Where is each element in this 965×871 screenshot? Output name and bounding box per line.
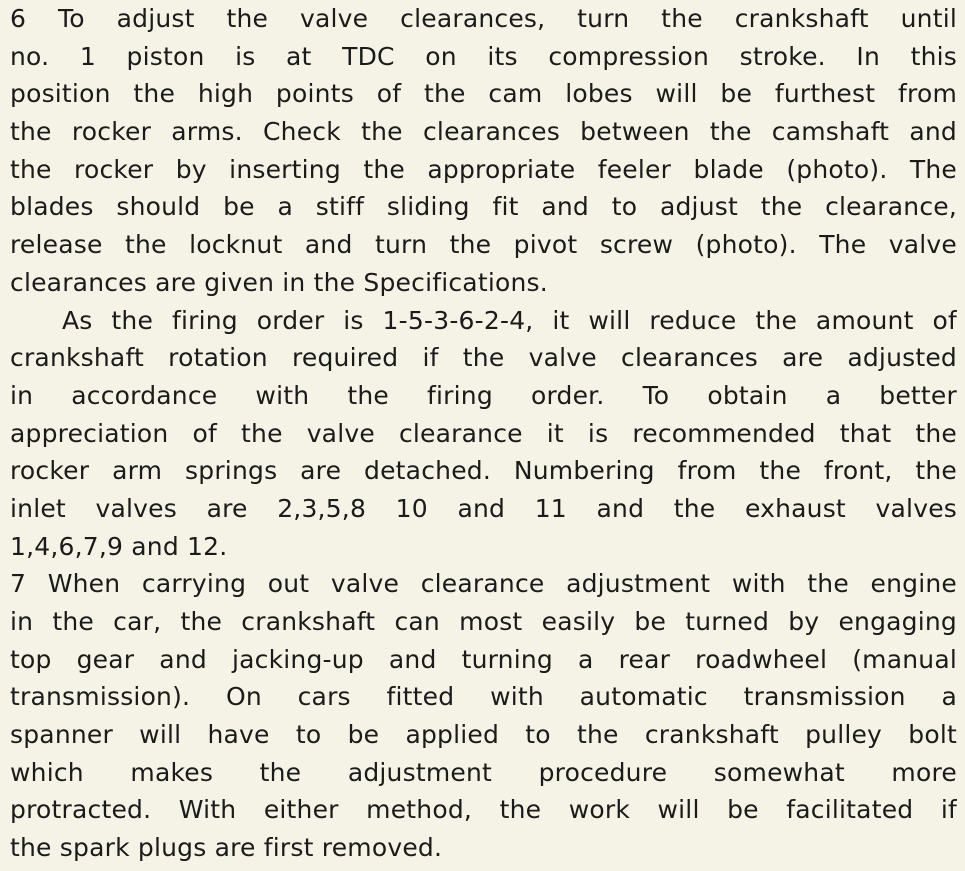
text-line: 1,4,6,7,9 and 12. <box>10 531 228 561</box>
text-line: position the high points of the cam lobes will be furthest from <box>10 79 957 109</box>
text-line: 6 To adjust the valve clearances, turn the crankshaft until <box>10 4 957 33</box>
text-line: rocker arm springs are detached. Numbering from the front, the <box>10 456 957 486</box>
text-line: appreciation of the valve clearance it is recommended that the <box>10 418 957 448</box>
text-line: crankshaft rotation required if the valve clearances are adjusted <box>10 343 957 373</box>
paragraph-step-7 <box>10 565 957 867</box>
paragraph-firing-order <box>10 302 957 566</box>
text-line: release the locknut and turn the pivot screw (photo). The valve <box>10 230 957 260</box>
text-line: in accordance with the firing order. To obtain a better <box>10 380 957 410</box>
text-line: As the firing order is 1-5-3-6-2-4, it will reduce the amount of <box>62 305 957 335</box>
paragraph-step-6 <box>10 0 957 302</box>
text-line: protracted. With either method, the work will be facilitated if <box>10 795 957 825</box>
text-line: top gear and jacking-up and turning a rear roadwheel (manual <box>10 644 957 674</box>
text-line: clearances are given in the Specifications. <box>10 267 548 297</box>
text-line: no. 1 piston is at TDC on its compression stroke. In this <box>10 41 957 71</box>
text-line: the rocker arms. Check the clearances between the camshaft and <box>10 117 957 147</box>
text-line: which makes the adjustment procedure somewhat more <box>10 757 957 787</box>
text-line: in the car, the crankshaft can most easily be turned by engaging <box>10 607 957 636</box>
text-line: transmission). On cars fitted with automatic transmission a <box>10 682 957 712</box>
text-line: the spark plugs are first removed. <box>10 833 443 863</box>
text-line: inlet valves are 2,3,5,8 10 and 11 and the exhaust valves <box>10 493 957 523</box>
text-line: spanner will have to be applied to the crankshaft pulley bolt <box>10 720 957 750</box>
text-line: 7 When carrying out valve clearance adjustment with the engine <box>10 569 957 599</box>
text-line: blades should be a stiff sliding fit and to adjust the clearance, <box>10 192 957 222</box>
text-line: the rocker by inserting the appropriate feeler blade (photo). The <box>10 154 957 184</box>
